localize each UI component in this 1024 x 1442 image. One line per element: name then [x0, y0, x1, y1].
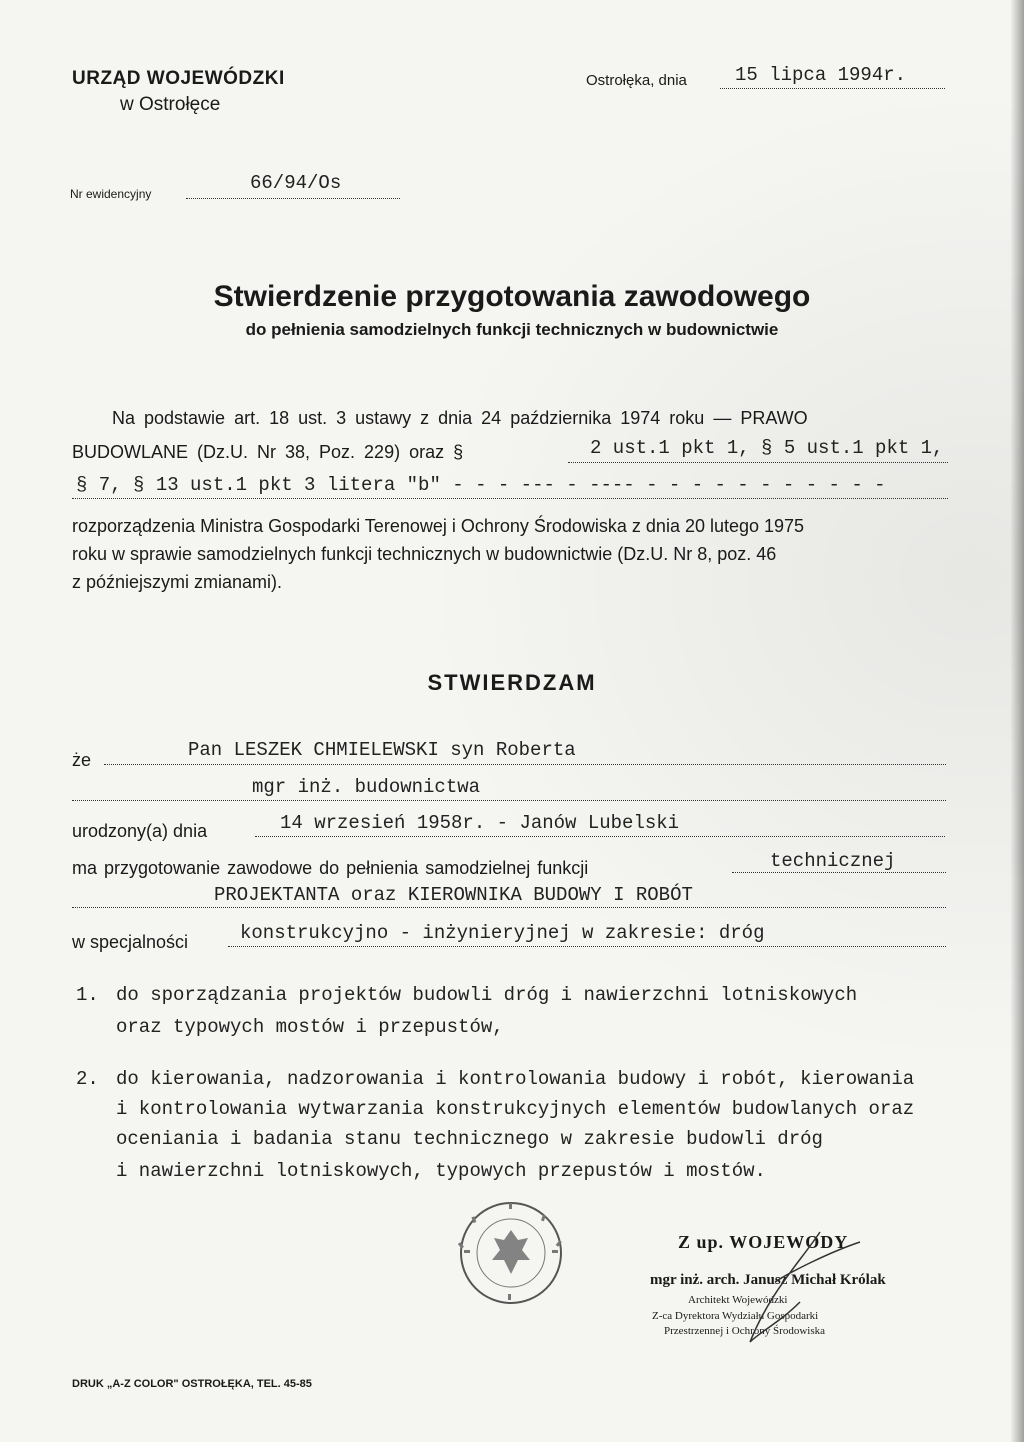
- page-edge-shadow: [1010, 0, 1024, 1442]
- signature-role-2: Z-ca Dyrektora Wydziału Gospodarki: [652, 1310, 819, 1322]
- prep-line: [732, 872, 946, 873]
- legal-line-2-rule: [568, 462, 948, 463]
- document-subtitle: do pełnienia samodzielnych funkcji technicznych w budownictwie: [245, 320, 779, 339]
- legal-line-3-rule: [72, 498, 948, 499]
- spec-label: w specjalności: [72, 932, 189, 952]
- printer-footer: DRUK „A-Z COLOR" OSTROŁĘKA, TEL. 45-85: [72, 1378, 312, 1390]
- reg-value: 66/94/Os: [250, 172, 342, 194]
- name-typed: Pan LESZEK CHMIELEWSKI syn Roberta: [188, 739, 576, 761]
- prep-typed: technicznej: [770, 850, 896, 872]
- spec-line: [228, 946, 946, 947]
- legal-line-2-typed: 2 ust.1 pkt 1, § 5 ust.1 pkt 1,: [590, 437, 944, 459]
- born-typed: 14 wrzesień 1958r. - Janów Lubelski: [280, 812, 680, 834]
- born-label: urodzony(a) dnia: [72, 821, 208, 841]
- office-city: w Ostrołęce: [120, 94, 221, 115]
- legal-para-2: roku w sprawie samodzielnych funkcji technicznych w budownictwie (Dz.U. Nr 8, poz. 46: [72, 544, 777, 564]
- item-2-line-2: i kontrolowania wytwarzania konstrukcyjnych elementów budowlanych oraz: [116, 1098, 915, 1120]
- signature-name: mgr inż. arch. Janusz Michał Królak: [650, 1272, 886, 1288]
- place-date-label: Ostrołęka, dnia: [586, 72, 687, 89]
- legal-line-2-print: BUDOWLANE (Dz.U. Nr 38, Poz. 229) oraz §: [72, 442, 464, 462]
- date-line: [720, 88, 945, 89]
- legal-para-3: z późniejszymi zmianami).: [72, 572, 283, 592]
- item-1-line-2: oraz typowych mostów i przepustów,: [116, 1016, 504, 1038]
- function-line: [72, 907, 946, 908]
- function-typed: PROJEKTANTA oraz KIEROWNIKA BUDOWY I ROBÓT: [214, 884, 693, 906]
- degree-typed: mgr inż. budownictwa: [252, 776, 481, 798]
- item-2-number: 2.: [76, 1068, 99, 1090]
- document-title: Stwierdzenie przygotowania zawodowego: [213, 280, 811, 313]
- item-1-number: 1.: [76, 984, 99, 1006]
- handwritten-signature: [720, 1222, 870, 1372]
- date-value: 15 lipca 1994r.: [735, 64, 907, 86]
- born-line: [255, 836, 945, 837]
- signature-zup: Z up. WOJEWODY: [678, 1232, 849, 1252]
- item-1-line-1: do sporządzania projektów budowli dróg i nawierzchni lotniskowych: [116, 984, 858, 1006]
- legal-line-1: Na podstawie art. 18 ust. 3 ustawy z dnia 24 października 1974 roku — PRAWO: [112, 408, 808, 428]
- office-title: URZĄD WOJEWÓDZKI: [72, 68, 285, 89]
- legal-line-3-typed: § 7, § 13 ust.1 pkt 3 litera "b" - - - --- - ---- - - - - - - - - - - -: [76, 474, 886, 496]
- item-2-line-1: do kierowania, nadzorowania i kontrolowania budowy i robót, kierowania: [116, 1068, 915, 1090]
- reg-line: [186, 198, 400, 199]
- legal-para-1: rozporządzenia Ministra Gospodarki Terenowej i Ochrony Środowiska z dnia 20 lutego 1975: [72, 516, 805, 536]
- degree-line: [72, 800, 946, 801]
- prep-label: ma przygotowanie zawodowe do pełnienia samodzielnej funkcji: [72, 858, 589, 878]
- declaration-heading: STWIERDZAM: [427, 670, 597, 695]
- signature-role-3: Przestrzennej i Ochrony Środowiska: [664, 1325, 825, 1337]
- spec-typed: konstrukcyjno - inżynieryjnej w zakresie: dróg: [240, 922, 765, 944]
- name-line: [104, 764, 946, 765]
- reg-label: Nr ewidencyjny: [70, 187, 152, 201]
- signature-role-1: Architekt Wojewódzki: [688, 1294, 788, 1306]
- ze-label: że: [72, 750, 92, 770]
- item-2-line-3: oceniania i badania stanu technicznego w zakresie budowli dróg: [116, 1128, 823, 1150]
- official-seal-stamp: [456, 1198, 566, 1308]
- item-2-line-4: i nawierzchni lotniskowych, typowych przepustów i mostów.: [116, 1160, 766, 1182]
